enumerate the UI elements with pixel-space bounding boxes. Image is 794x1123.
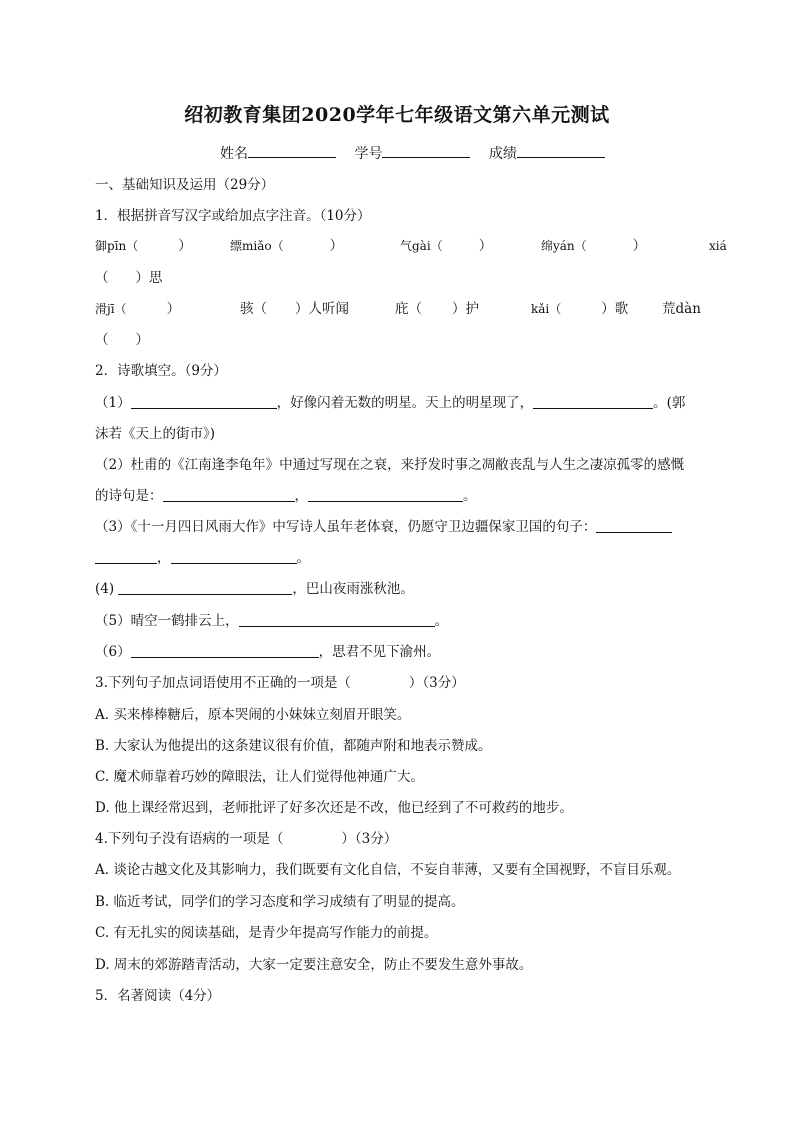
q2-p2-blank-1[interactable] — [163, 487, 295, 502]
q1-item-9[interactable]: kǎi（ ）歌 — [531, 301, 629, 317]
name-label: 姓名 — [220, 146, 248, 162]
q1-item-5: xiá — [709, 239, 727, 253]
q2-part1: （1） ，好像闪着无数的明星。天上的明星现了， 。(郭 — [95, 395, 686, 411]
q3-option-a[interactable]: A. 买来棒棒糖后，原本哭闹的小妹妹立刻眉开眼笑。 — [95, 707, 411, 723]
q1-item-8[interactable]: 庇（ ）护 — [395, 301, 479, 317]
q3-option-b[interactable]: B. 大家认为他提出的这条建议很有价值，都随声附和地表示赞成。 — [95, 738, 492, 754]
q2-p4-blank[interactable] — [118, 580, 292, 595]
q2-part2-line1: （2）杜甫的《江南逢李龟年》中通过写现在之衰，来抒发时事之凋敝丧乱与人生之凄凉孤零的感慨 — [95, 457, 685, 473]
q1-row1-continued[interactable]: （ ）思 — [95, 270, 163, 286]
q2-part3-line1: （3）《十一月四日风雨大作》中写诗人虽年老体衰，仍愿守卫边疆保家卫国的句子： — [95, 517, 672, 537]
score-field[interactable] — [489, 143, 605, 163]
q2-p1-blank-1[interactable] — [131, 394, 277, 409]
q2-p2-blank-2[interactable] — [308, 487, 463, 502]
q4-option-d[interactable]: D. 周末的郊游踏青活动，大家一定要注意安全，防止不要发生意外事故。 — [95, 957, 533, 973]
name-blank[interactable] — [248, 143, 336, 158]
id-blank[interactable] — [382, 143, 470, 158]
q2-part5: （5）晴空一鹤排云上， 。 — [95, 613, 449, 629]
q4-option-a[interactable]: A. 谈论古越文化及其影响力，我们既要有文化自信，不妄自菲薄，又要有全国视野，不盲目乐观。 — [95, 862, 681, 878]
q2-part2-line2: 的诗句是： ， 。 — [95, 488, 477, 504]
q1-item-4[interactable]: 绵yán（ ） — [541, 238, 647, 254]
section1-heading: 一、基础知识及运用（29分） — [95, 177, 275, 193]
q1-item-2[interactable]: 缥miǎo（ ） — [230, 238, 344, 254]
q1-prompt: 1．根据拼音写汉字或给加点字注音。（10分） — [95, 208, 371, 224]
q2-p6-blank[interactable] — [131, 643, 319, 658]
name-field[interactable] — [220, 143, 336, 163]
q5-prompt: 5．名著阅读（4分） — [95, 988, 221, 1004]
score-blank[interactable] — [517, 143, 605, 158]
q3-prompt: 3.下列句子加点词语使用不正确的一项是（ ）（3分） — [95, 675, 465, 691]
q2-p3-blank-1a[interactable] — [596, 518, 672, 533]
student-info-row — [220, 143, 619, 163]
q1-item-6[interactable]: 滑jī（ ） — [95, 301, 181, 317]
q2-prompt: 2．诗歌填空。（9分） — [95, 363, 227, 379]
q2-p3-blank-1b[interactable] — [95, 549, 157, 564]
q2-p5-blank[interactable] — [239, 612, 435, 627]
q1-item-3[interactable]: 气gài（ ） — [400, 238, 493, 254]
q3-option-d[interactable]: D. 他上课经常迟到，老师批评了好多次还是不改，他已经到了不可救药的地步。 — [95, 800, 573, 816]
q2-p1-blank-2[interactable] — [533, 394, 653, 409]
q2-part3-line2: ， 。 — [95, 548, 310, 568]
id-label: 学号 — [354, 146, 383, 162]
q1-item-1[interactable]: 御pīn（ ） — [95, 238, 192, 254]
page-title: 绍初教育集团2020学年七年级语文第六单元测试 — [184, 104, 610, 126]
q3-option-c[interactable]: C. 魔术师靠着巧妙的障眼法，让人们觉得他神通广大。 — [95, 769, 424, 785]
q4-option-b[interactable]: B. 临近考试，同学们的学习态度和学习成绩有了明显的提高。 — [95, 894, 465, 910]
q2-part6: （6） ，思君不见下渝州。 — [95, 644, 441, 660]
q2-p3-blank-2[interactable] — [171, 549, 297, 564]
id-field[interactable] — [354, 143, 470, 163]
q2-part4: (4) ，巴山夜雨涨秋池。 — [95, 581, 414, 597]
q1-item-7[interactable]: 骇（ ）人听闻 — [240, 301, 349, 317]
q1-row2-continued[interactable]: （ ） — [95, 332, 149, 348]
score-label: 成绩 — [488, 146, 517, 162]
q4-option-c[interactable]: C. 有无扎实的阅读基础，是青少年提高写作能力的前提。 — [95, 925, 438, 941]
q2-part1-source: 沫若《天上的街市》) — [95, 426, 216, 442]
q4-prompt: 4.下列句子没有语病的一项是（ ）（3分） — [95, 831, 398, 847]
q1-item-10: 荒dàn — [662, 301, 701, 317]
